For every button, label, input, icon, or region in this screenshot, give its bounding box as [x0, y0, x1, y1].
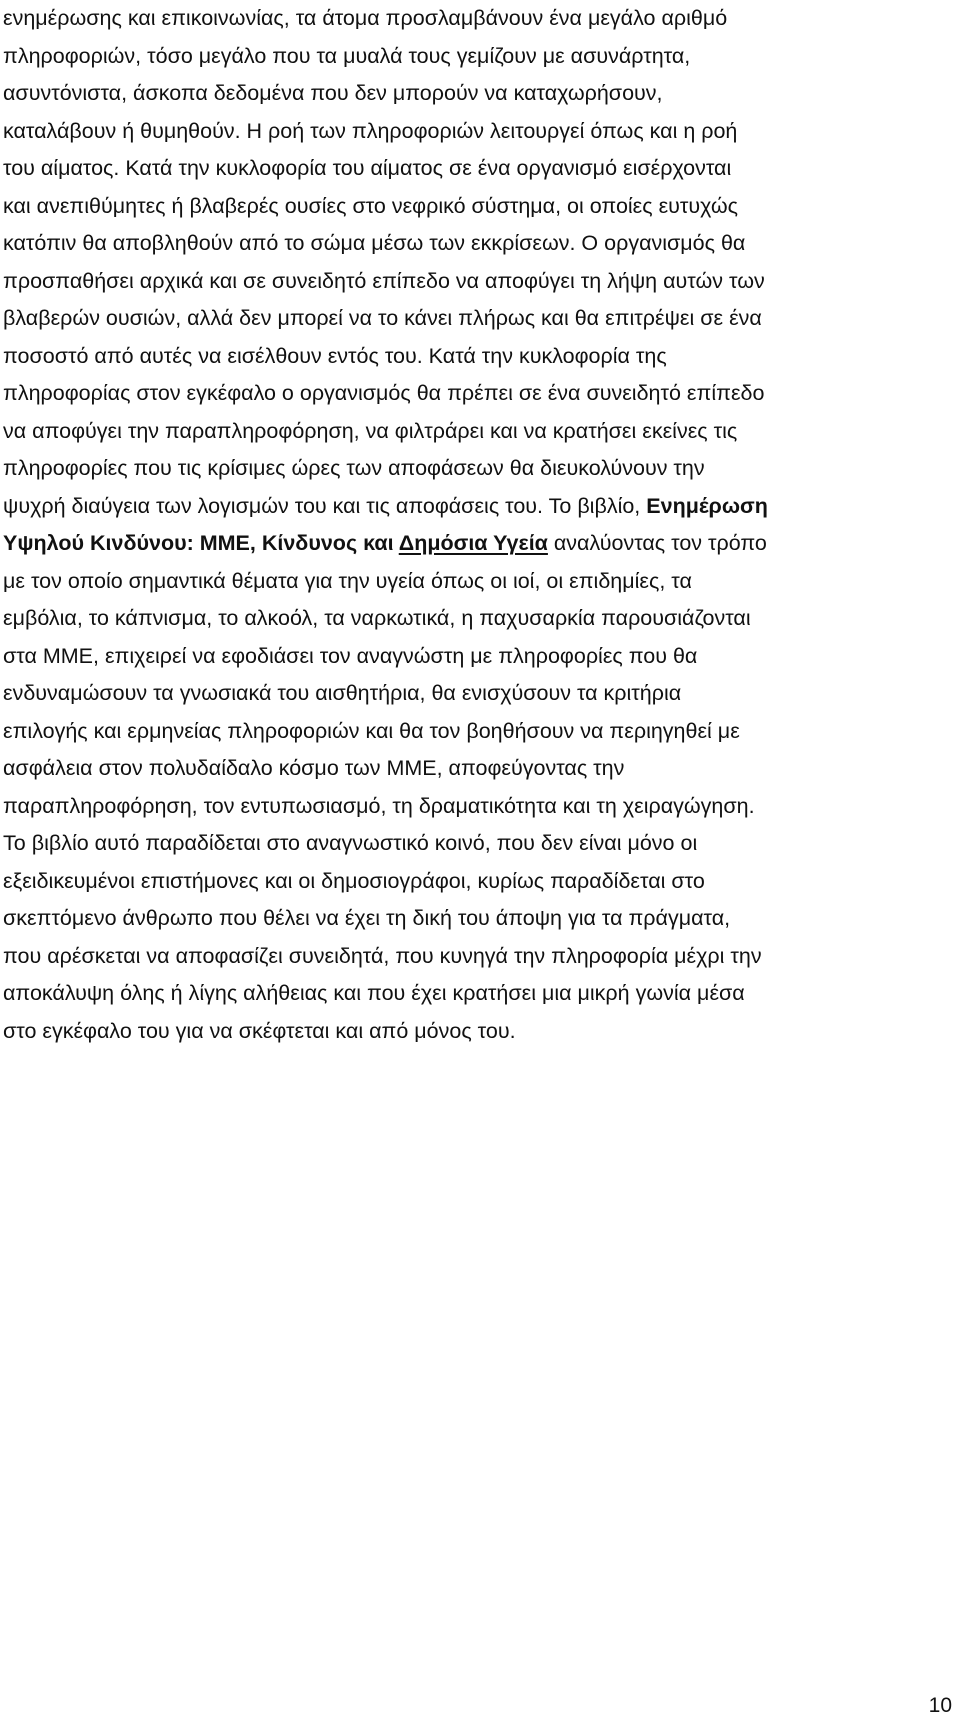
text-line: στα ΜΜΕ, επιχειρεί να εφοδιάσει τον αναγνώστη με πληροφορίες που θα	[3, 643, 698, 668]
page-number: 10	[928, 1694, 952, 1717]
book-title-underlined: Δημόσια Υγεία	[398, 531, 548, 555]
text-line: σκεπτόμενο άνθρωπο που θέλει να έχει τη δική του άποψη για τα πράγματα,	[3, 906, 731, 930]
book-title-part-1: Ενημέρωση	[646, 493, 768, 518]
text-line	[3, 488, 957, 526]
text-line	[3, 525, 957, 563]
text-line: προσπαθήσει αρχικά και σε συνειδητό επίπεδο να αποφύγει τη λήψη αυτών των	[3, 268, 765, 293]
text-line: και ανεπιθύμητες ή βλαβερές ουσίες στο νεφρικό σύστημα, οι οποίες ευτυχώς	[3, 193, 739, 218]
text-line: βλαβερών ουσιών, αλλά δεν μπορεί να το κάνει πλήρως και θα επιτρέψει σε ένα	[3, 306, 762, 330]
text-line: που αρέσκεται να αποφασίζει συνειδητά, που κυνηγά την πληροφορία μέχρι την	[3, 943, 762, 968]
text-line: κατόπιν θα αποβληθούν από το σώμα μέσω των εκκρίσεων. Ο οργανισμός θα	[3, 231, 746, 255]
text-line: με τον οποίο σημαντικά θέματα για την υγεία όπως οι ιοί, οι επιδημίες, τα	[3, 568, 692, 593]
text-line: να αποφύγει την παραπληροφόρηση, να φιλτράρει και να κρατήσει εκείνες τις	[3, 418, 738, 443]
text-line: πληροφορίας στον εγκέφαλο ο οργανισμός θα πρέπει σε ένα συνειδητό επίπεδο	[3, 381, 765, 405]
text-line: ποσοστό από αυτές να εισέλθουν εντός του. Κατά την κυκλοφορία της	[3, 343, 667, 368]
text-line: ασυντόνιστα, άσκοπα δεδομένα που δεν μπορούν να καταχωρήσουν,	[3, 81, 663, 105]
book-title-part-2: Υψηλού Κινδύνου: ΜΜΕ, Κίνδυνος και	[3, 531, 399, 555]
text-line: επιλογής και ερμηνείας πληροφοριών και θα τον βοηθήσουν να περιηγηθεί με	[3, 718, 740, 743]
text-line: αποκάλυψη όλης ή λίγης αλήθειας και που έχει κρατήσει μια μικρή γωνία μέσα	[3, 981, 745, 1005]
text-line: ενδυναμώσουν τα γνωσιακά του αισθητήρια, θα ενισχύσουν τα κριτήρια	[3, 681, 682, 705]
text-line: ενημέρωσης και επικοινωνίας, τα άτομα προσλαμβάνουν ένα μεγάλο αριθμό	[3, 6, 728, 30]
text-line: Το βιβλίο αυτό παραδίδεται στο αναγνωστικό κοινό, που δεν είναι μόνο οι	[3, 831, 698, 855]
text-line: παραπληροφόρηση, τον εντυπωσιασμό, τη δραματικότητα και τη χειραγώγηση.	[3, 793, 755, 818]
text-fragment: ψυχρή διαύγεια των λογισμών του και τις αποφάσεις του. Το βιβλίο,	[3, 493, 647, 518]
text-line: ασφάλεια στον πολυδαίδαλο κόσμο των ΜΜΕ, αποφεύγοντας την	[3, 756, 625, 780]
text-line: πληροφοριών, τόσο μεγάλο που τα μυαλά τους γεμίζουν με ασυνάρτητα,	[3, 43, 691, 68]
text-line: πληροφορίες που τις κρίσιμες ώρες των αποφάσεων θα διευκολύνουν την	[3, 456, 705, 480]
text-fragment: αναλύοντας τον τρόπο	[547, 531, 767, 555]
text-line: εξειδικευμένοι επιστήμονες και οι δημοσιογράφοι, κυρίως παραδίδεται στο	[3, 868, 705, 893]
text-line: εμβόλια, το κάπνισμα, το αλκοόλ, τα ναρκωτικά, η παχυσαρκία παρουσιάζονται	[3, 606, 751, 630]
text-line: στο εγκέφαλο του για να σκέφτεται και από μόνος του.	[3, 1018, 516, 1043]
text-line: του αίματος. Κατά την κυκλοφορία του αίματος σε ένα οργανισμό εισέρχονται	[3, 156, 732, 180]
text-line: καταλάβουν ή θυμηθούν. Η ροή των πληροφοριών λειτουργεί όπως και η ροή	[3, 118, 738, 143]
body-paragraph	[3, 0, 957, 1050]
